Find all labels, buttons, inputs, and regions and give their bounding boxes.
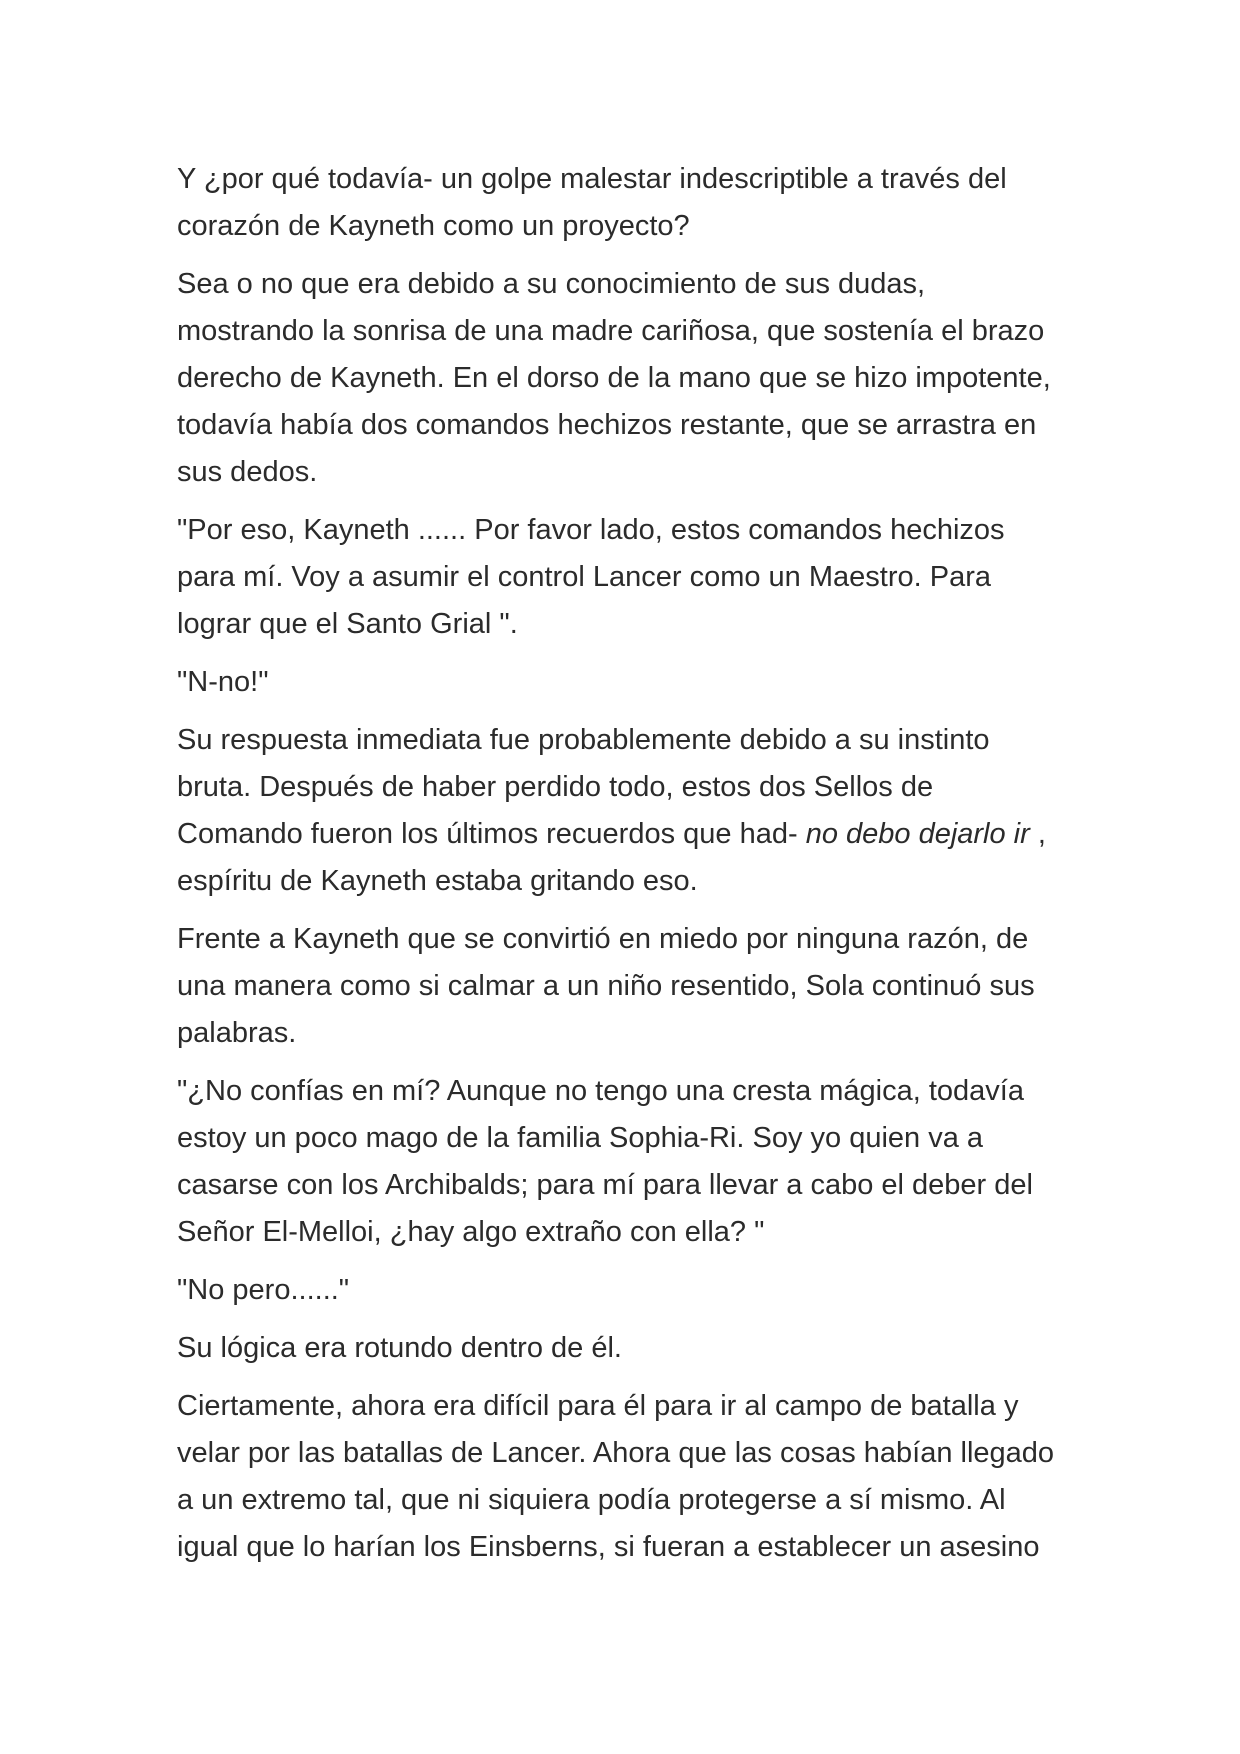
italic-segment: no debo dejarlo ir [805,818,1030,850]
text-segment: , [1029,818,1046,850]
paragraph-8 [177,1267,1077,1314]
text-line: Frente a Kayneth que se convirtió en miedo por ninguna razón, de [177,923,1029,955]
paragraph-9 [177,1325,1077,1372]
text-line: Su lógica era rotundo dentro de él. [177,1332,622,1364]
text-line: sus dedos. [177,456,318,488]
text-line: "¿No confías en mí? Aunque no tengo una cresta mágica, todavía [177,1075,1024,1107]
text-line: corazón de Kayneth como un proyecto? [177,210,690,242]
text-line: Y ¿por qué todavía- un golpe malestar indescriptible a través del [177,163,1007,195]
paragraph-7 [177,1068,1077,1256]
text-line: estoy un poco mago de la familia Sophia-Ri. Soy yo quien va a [177,1122,984,1154]
paragraph-5 [177,717,1077,905]
text-line: para mí. Voy a asumir el control Lancer como un Maestro. Para [177,561,991,593]
paragraph-6 [177,916,1077,1057]
text-line: "Por eso, Kayneth ...... Por favor lado, estos comandos hechizos [177,514,1005,546]
text-line: "N-no!" [177,666,269,698]
text-line: espíritu de Kayneth estaba gritando eso. [177,865,698,897]
paragraph-1 [177,156,1077,250]
text-line: velar por las batallas de Lancer. Ahora que las cosas habían llegado [177,1437,1055,1469]
text-line: mostrando la sonrisa de una madre cariñosa, que sostenía el brazo [177,315,1045,347]
paragraph-3 [177,507,1077,648]
text-line: Sea o no que era debido a su conocimiento de sus dudas, [177,268,926,300]
text-line-mixed [177,811,1077,858]
text-segment: Comando fueron los últimos recuerdos que had- [177,818,806,850]
text-line: una manera como si calmar a un niño resentido, Sola continuó sus [177,970,1035,1002]
text-line: "No pero......" [177,1274,350,1306]
text-line: a un extremo tal, que ni siquiera podía protegerse a sí mismo. Al [177,1484,1006,1516]
text-line: palabras. [177,1017,297,1049]
text-line: derecho de Kayneth. En el dorso de la mano que se hizo impotente, [177,362,1051,394]
text-line: lograr que el Santo Grial ". [177,608,518,640]
text-line: Señor El-Melloi, ¿hay algo extraño con ella? " [177,1216,765,1248]
paragraph-4 [177,659,1077,706]
text-line: Su respuesta inmediata fue probablemente debido a su instinto [177,724,990,756]
paragraph-10 [177,1383,1077,1571]
text-line: bruta. Después de haber perdido todo, estos dos Sellos de [177,771,934,803]
text-line: Ciertamente, ahora era difícil para él para ir al campo de batalla y [177,1390,1019,1422]
document-page [177,156,1077,1582]
paragraph-2 [177,261,1077,496]
text-line: casarse con los Archibalds; para mí para llevar a cabo el deber del [177,1169,1033,1201]
text-line: todavía había dos comandos hechizos restante, que se arrastra en [177,409,1037,441]
text-line: igual que lo harían los Einsberns, si fueran a establecer un asesino [177,1531,1040,1563]
